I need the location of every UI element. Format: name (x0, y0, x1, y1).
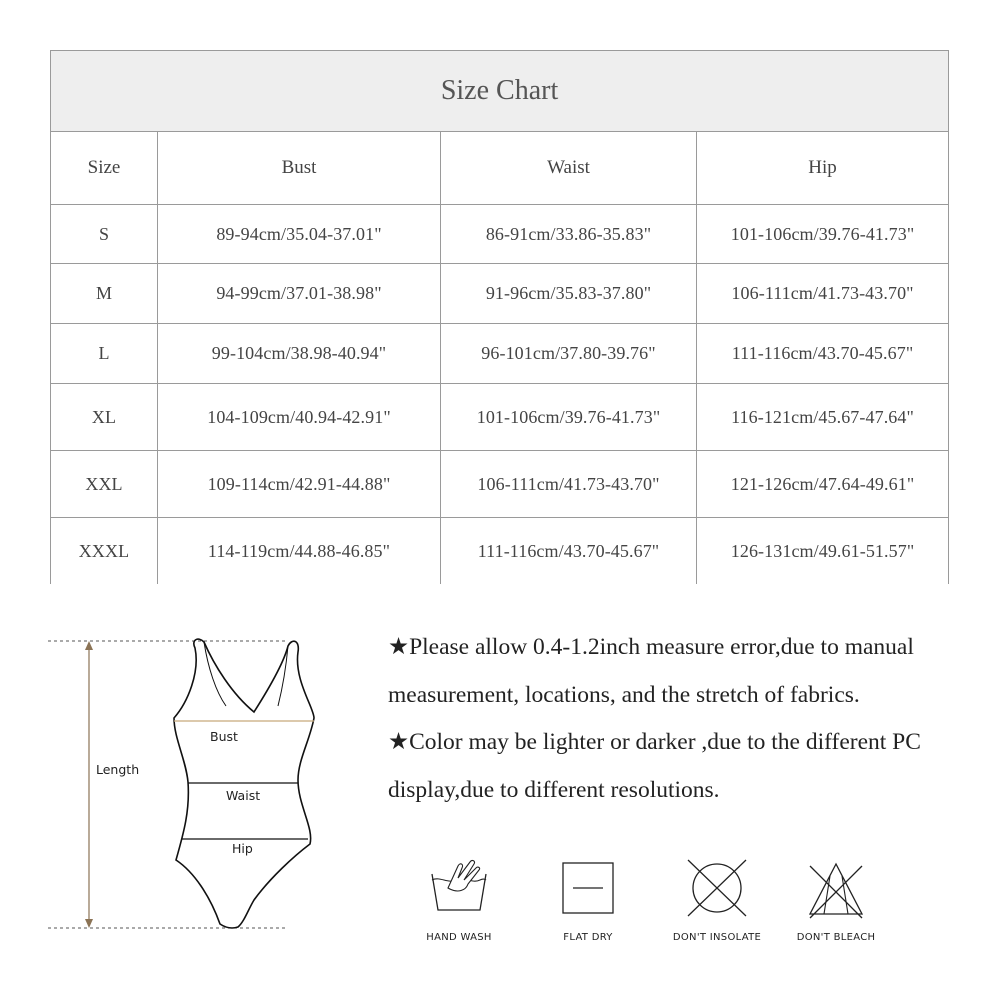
flat-dry-label: FLAT DRY (563, 932, 613, 943)
hip-cell: 121-126cm/47.64-49.61" (697, 451, 949, 518)
bust-cell: 104-109cm/40.94-42.91" (158, 384, 441, 451)
dont-bleach-label: DON'T BLEACH (796, 932, 876, 943)
waist-cell: 86-91cm/33.86-35.83" (441, 205, 697, 264)
hip-cell: 111-116cm/43.70-45.67" (697, 324, 949, 384)
header-row (51, 132, 949, 205)
waist-label: Waist (226, 788, 261, 803)
size-cell: XXXL (51, 518, 158, 585)
dont-insolate-icon (672, 858, 762, 928)
header-hip: Hip (697, 132, 949, 205)
header-size: Size (51, 132, 158, 205)
note-color-variance: ★Color may be lighter or darker ,due to the different PC display,due to different resolutions. (388, 729, 921, 803)
size-chart-table (50, 50, 949, 584)
measurement-diagram (48, 610, 358, 940)
bust-cell: 114-119cm/44.88-46.85" (158, 518, 441, 585)
size-cell: XL (51, 384, 158, 451)
waist-cell: 96-101cm/37.80-39.76" (441, 324, 697, 384)
table-row (51, 518, 949, 585)
care-dont-bleach (796, 858, 876, 943)
care-dont-insolate (672, 858, 762, 943)
care-flat-dry (551, 858, 625, 943)
swimsuit-illustration (48, 610, 358, 940)
size-cell: S (51, 205, 158, 264)
waist-cell: 91-96cm/35.83-37.80" (441, 264, 697, 324)
size-cell: L (51, 324, 158, 384)
length-label: Length (96, 762, 140, 777)
hip-label: Hip (232, 841, 253, 856)
dont-insolate-label: DON'T INSOLATE (672, 932, 762, 943)
flat-dry-icon (551, 858, 625, 928)
header-waist: Waist (441, 132, 697, 205)
table-row (51, 264, 949, 324)
dont-bleach-icon (796, 858, 876, 928)
hip-cell: 116-121cm/45.67-47.64" (697, 384, 949, 451)
hip-cell: 126-131cm/49.61-51.57" (697, 518, 949, 585)
hip-cell: 101-106cm/39.76-41.73" (697, 205, 949, 264)
measurement-notes (388, 624, 988, 814)
size-cell: M (51, 264, 158, 324)
waist-cell: 106-111cm/41.73-43.70" (441, 451, 697, 518)
table-row (51, 205, 949, 264)
note-measure-error: ★Please allow 0.4-1.2inch measure error,due to manual measurement, locations, and the stretch of fabrics. (388, 634, 914, 708)
table-title: Size Chart (51, 51, 949, 132)
waist-cell: 101-106cm/39.76-41.73" (441, 384, 697, 451)
table-row (51, 451, 949, 518)
care-hand-wash (418, 858, 500, 943)
table-row (51, 324, 949, 384)
hand-wash-label: HAND WASH (426, 932, 492, 943)
bust-cell: 109-114cm/42.91-44.88" (158, 451, 441, 518)
hand-wash-icon (418, 858, 500, 928)
waist-cell: 111-116cm/43.70-45.67" (441, 518, 697, 585)
bust-label: Bust (210, 729, 238, 744)
bust-cell: 94-99cm/37.01-38.98" (158, 264, 441, 324)
header-bust: Bust (158, 132, 441, 205)
table-row (51, 384, 949, 451)
bust-cell: 89-94cm/35.04-37.01" (158, 205, 441, 264)
hip-cell: 106-111cm/41.73-43.70" (697, 264, 949, 324)
size-cell: XXL (51, 451, 158, 518)
bust-cell: 99-104cm/38.98-40.94" (158, 324, 441, 384)
